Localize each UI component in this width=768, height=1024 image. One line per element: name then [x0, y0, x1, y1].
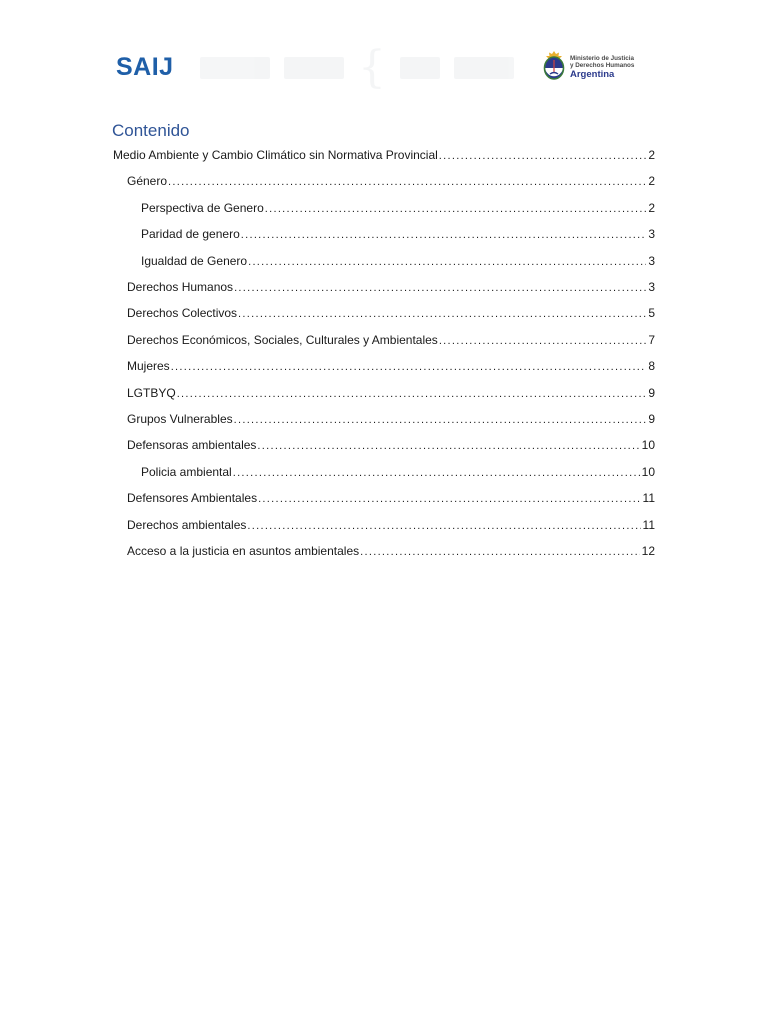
toc-entry-title: Derechos Humanos [127, 280, 234, 294]
toc-dot-leader [238, 306, 646, 322]
toc-entry[interactable] [127, 411, 655, 428]
toc-page-number: 11 [642, 491, 655, 505]
toc-dot-leader [248, 254, 646, 270]
toc-page-number: 2 [648, 148, 655, 162]
toc-dot-leader [258, 491, 640, 507]
toc-entry-title: Medio Ambiente y Cambio Climático sin Normativa Provincial [113, 148, 438, 162]
toc-dot-leader [439, 148, 647, 164]
toc-entry[interactable] [141, 200, 655, 217]
toc-entry-title: Perspectiva de Genero [141, 201, 264, 215]
ministry-name-line1: Ministerio de Justicia [570, 55, 635, 62]
toc-page-number: 12 [641, 544, 655, 558]
toc-entry-title: Igualdad de Genero [141, 254, 248, 268]
toc-dot-leader [360, 544, 640, 560]
toc-page-number: 5 [648, 306, 655, 320]
toc-dot-leader [234, 412, 647, 428]
toc-entry-title: Defensores Ambientales [127, 491, 258, 505]
toc-entry-title: Paridad de genero [141, 227, 240, 241]
toc-dot-leader [257, 438, 639, 454]
toc-dot-leader [177, 386, 647, 402]
toc-dot-leader [234, 280, 646, 296]
toc-entry-title: LGTBYQ [127, 386, 176, 400]
toc-entry[interactable] [127, 385, 655, 402]
toc-entry[interactable] [141, 226, 655, 243]
toc-page-number: 10 [641, 438, 655, 452]
toc-heading: Contenido [112, 121, 190, 140]
toc-entry-title: Acceso a la justicia en asuntos ambientales [127, 544, 360, 558]
toc-dot-leader [233, 465, 640, 481]
toc-entry-title: Mujeres [127, 359, 170, 373]
toc-entry[interactable] [113, 147, 655, 164]
ministry-name-line2: y Derechos Humanos [570, 62, 635, 69]
toc-dot-leader [265, 201, 647, 217]
toc-entry[interactable] [127, 490, 655, 507]
toc-entry[interactable] [127, 173, 655, 190]
toc-page-number: 10 [641, 465, 655, 479]
toc-page-number: 9 [648, 386, 655, 400]
saij-logo[interactable]: SAIJ [116, 53, 174, 81]
toc-entry-title: Defensoras ambientales [127, 438, 257, 452]
toc-page-number: 2 [648, 174, 655, 188]
toc-dot-leader [439, 333, 647, 349]
toc-entry[interactable] [127, 437, 655, 454]
toc-page-number: 7 [648, 333, 655, 347]
toc-entry[interactable] [127, 543, 655, 560]
toc-page-number: 3 [648, 280, 655, 294]
toc-entry-title: Policia ambiental [141, 465, 232, 479]
toc-page-number: 2 [648, 201, 655, 215]
toc-entry[interactable] [127, 305, 655, 322]
toc-entry[interactable] [127, 279, 655, 296]
watermark-brace-icon: { [358, 42, 386, 93]
toc-entry-title: Grupos Vulnerables [127, 412, 233, 426]
toc-dot-leader [171, 359, 647, 375]
toc-page-number: 11 [642, 518, 655, 532]
toc-entry-title: Género [127, 174, 168, 188]
toc-entry[interactable] [127, 517, 655, 534]
ministry-country: Argentina [570, 69, 615, 80]
toc-page-number: 3 [648, 254, 655, 268]
toc-dot-leader [168, 174, 646, 190]
toc-entry-title: Derechos Económicos, Sociales, Culturales y Ambientales [127, 333, 438, 347]
toc-page-number: 9 [648, 412, 655, 426]
toc-entry[interactable] [141, 253, 655, 270]
toc-dot-leader [241, 227, 647, 243]
toc-entry[interactable] [141, 464, 655, 481]
toc-entry[interactable] [127, 358, 655, 375]
toc-page-number: 8 [648, 359, 655, 373]
toc-entry-title: Derechos ambientales [127, 518, 247, 532]
toc-entry-title: Derechos Colectivos [127, 306, 238, 320]
toc-page-number: 3 [648, 227, 655, 241]
toc-dot-leader [247, 518, 640, 534]
toc-entry[interactable] [127, 332, 655, 349]
